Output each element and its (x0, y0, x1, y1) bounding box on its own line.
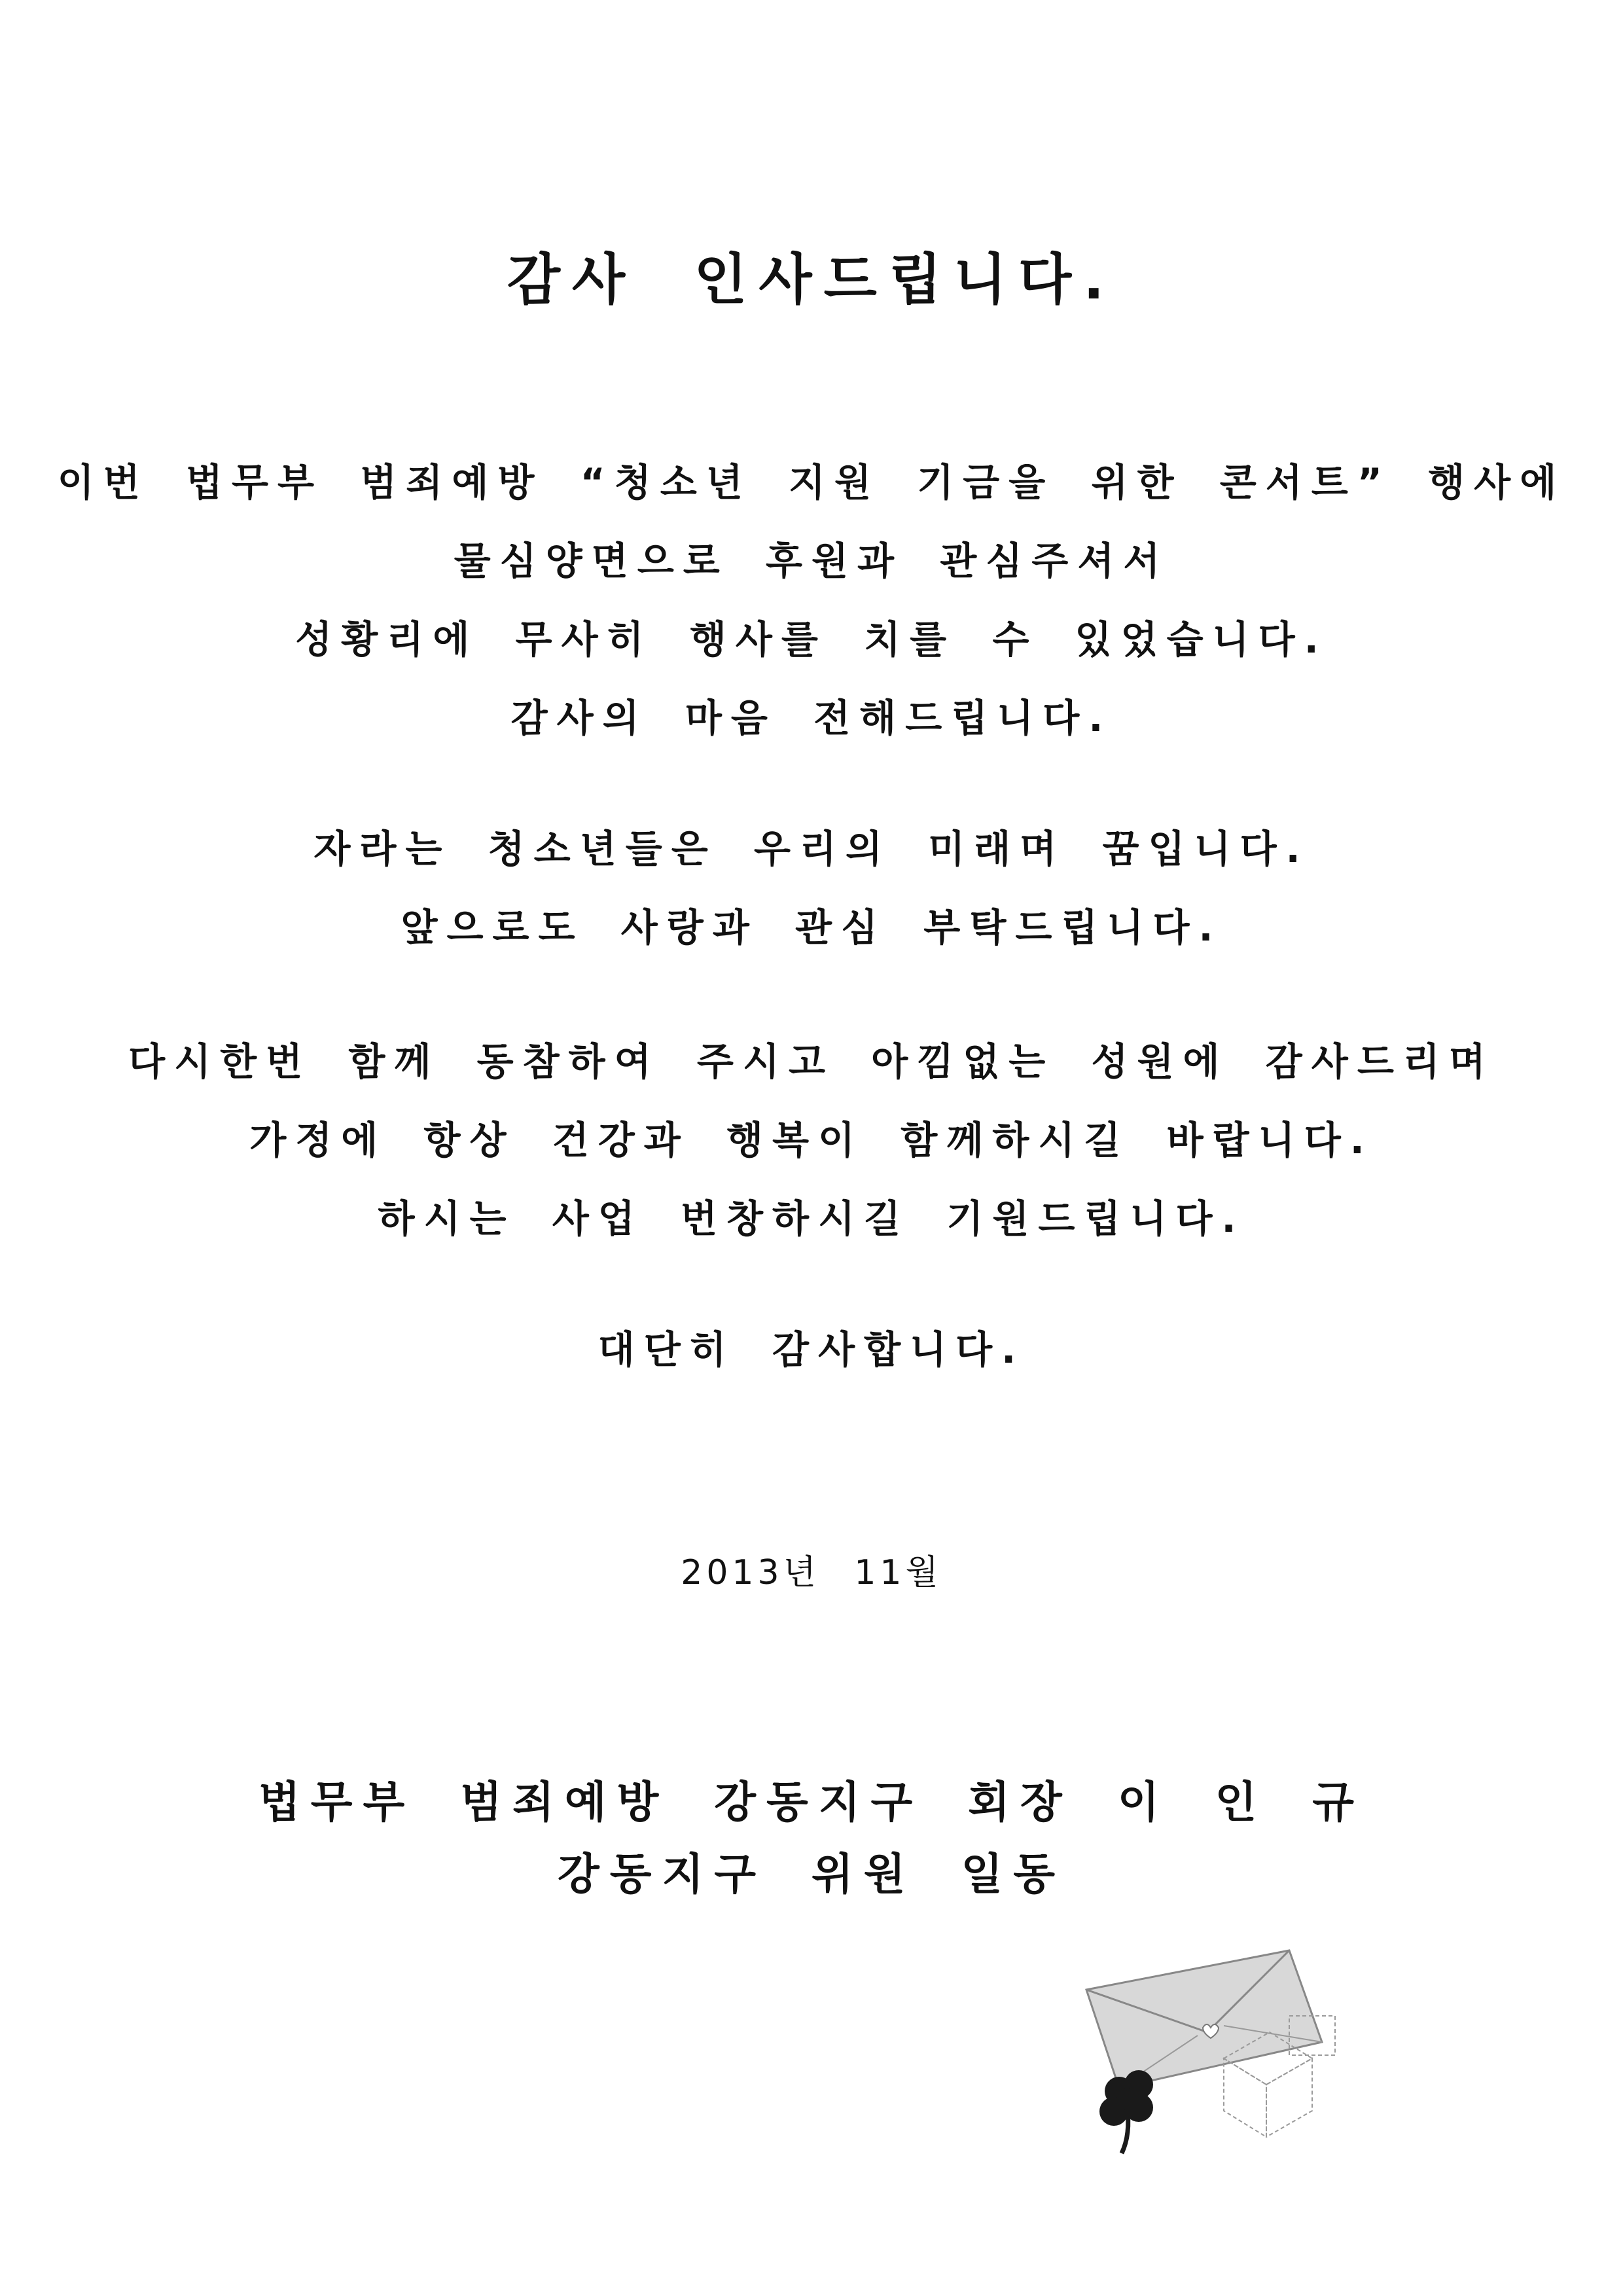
paragraph-line-3: 성황리에 무사히 행사를 치를 수 있었습니다. (295, 617, 1328, 662)
paragraph-line-5: 자라는 청소년들은 우리의 미래며 꿈입니다. (313, 827, 1310, 871)
paragraph-line-1: 이번 법무부 범죄예방 “청소년 지원 기금을 위한 콘서트” 행사에 (57, 460, 1566, 505)
paragraph-line-7: 다시한번 함께 동참하여 주시고 아낌없는 성원에 감사드리며 (128, 1039, 1495, 1084)
signature-line-1: 법무부 범죄예방 강동지구 회장 이 인 규 (259, 1777, 1364, 1827)
paragraph-line-2: 물심양면으로 후원과 관심주셔서 (454, 539, 1169, 583)
paragraph-line-9: 하시는 사업 번창하시길 기원드립니다. (378, 1196, 1245, 1241)
closing-line: 대단히 감사합니다. (597, 1327, 1026, 1372)
envelope-icon (1086, 1950, 1322, 2088)
clover-icon (1099, 2070, 1153, 2153)
paragraph-line-4: 감사의 마음 전해드립니다. (510, 696, 1113, 740)
letter-date: 2013년 11월 (681, 1553, 942, 1592)
decoration-graphic (1073, 1944, 1348, 2166)
paragraph-line-6: 앞으로도 사랑과 관심 부탁드립니다. (401, 905, 1222, 950)
signature-line-2: 강동지구 위원 일동 (557, 1849, 1065, 1899)
paragraph-line-8: 가정에 항상 건강과 행복이 함께하시길 바랍니다. (249, 1118, 1374, 1162)
letter-title: 감사 인사드립니다. (507, 247, 1116, 312)
